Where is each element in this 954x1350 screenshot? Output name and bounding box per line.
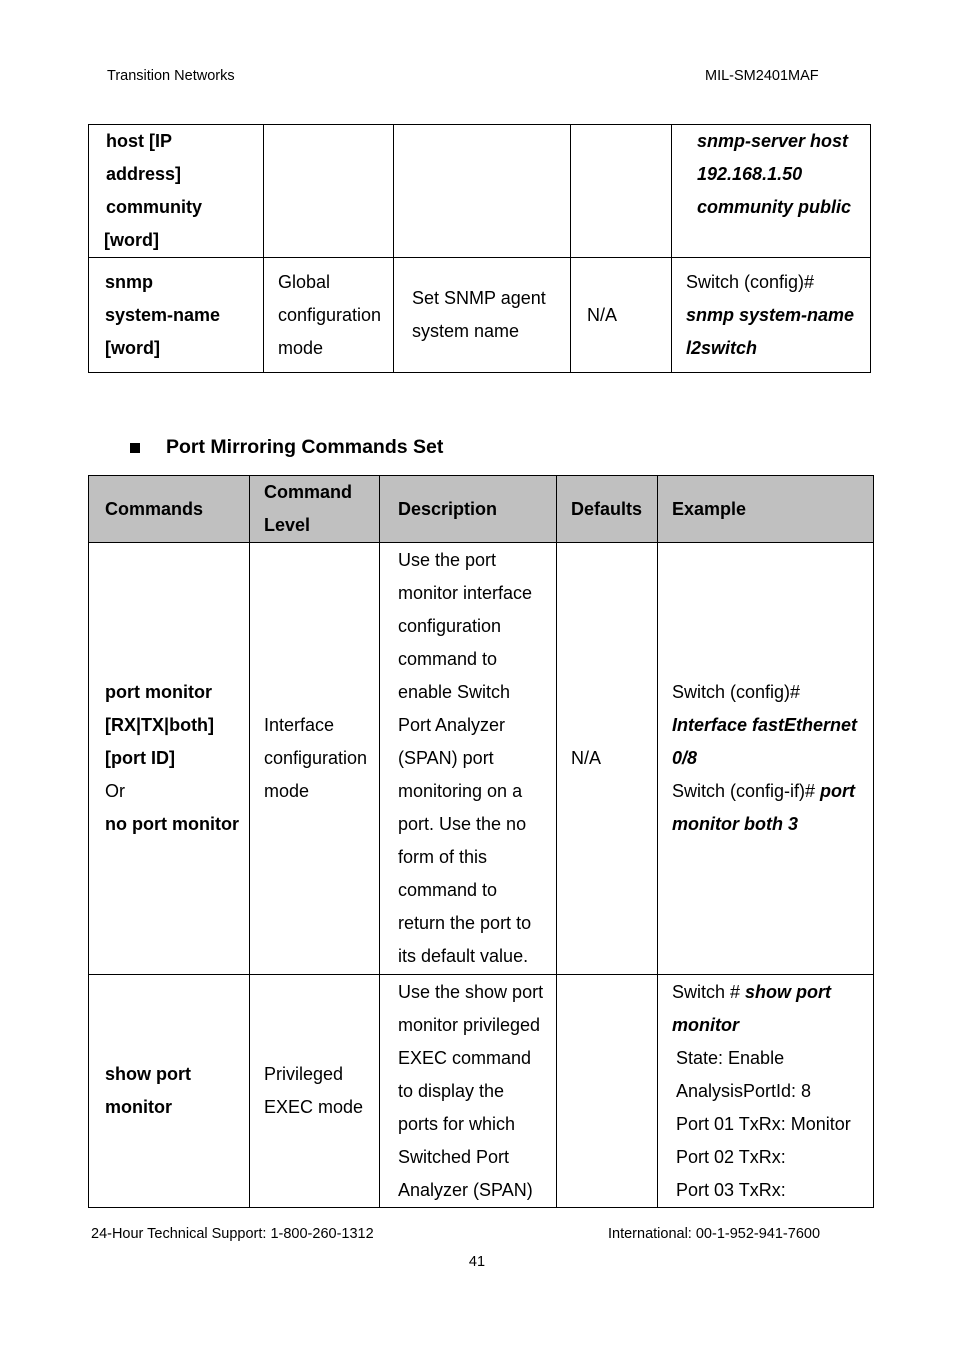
example-line: Switch (config)# xyxy=(686,271,815,292)
description-line: port. Use the no xyxy=(398,814,527,834)
header-company: Transition Networks xyxy=(107,68,235,84)
command-line: [word] xyxy=(105,337,160,358)
description-line: Use the port xyxy=(398,550,497,570)
description-cell xyxy=(394,125,571,258)
description-line: monitor privileged xyxy=(398,1014,541,1035)
level-line: configuration xyxy=(278,304,382,325)
header-description: Description xyxy=(380,476,557,543)
level-cell xyxy=(250,543,380,975)
command-cell xyxy=(89,258,264,373)
description-line: command to xyxy=(398,649,498,669)
description-line: Port Analyzer xyxy=(398,715,506,735)
footer-international: International: 00-1-952-941-7600 xyxy=(608,1226,821,1242)
description-cell xyxy=(380,975,557,1208)
example-line xyxy=(672,976,873,1009)
header-commands: Commands xyxy=(89,476,250,543)
table-header-row xyxy=(89,476,874,543)
section-heading xyxy=(130,436,443,459)
footer-support: 24-Hour Technical Support: 1-800-260-1312 xyxy=(91,1226,374,1242)
command-line: show port xyxy=(105,1064,191,1084)
description-line: Analyzer (SPAN) xyxy=(398,1179,533,1200)
example-text: Switch # xyxy=(672,981,746,1002)
example-line: monitor xyxy=(672,1014,739,1035)
example-line: 192.168.1.50 xyxy=(697,164,803,184)
description-line: return the port to xyxy=(398,913,532,933)
example-line: l2switch xyxy=(686,337,758,358)
example-command: port xyxy=(820,781,856,801)
level-line: EXEC mode xyxy=(264,1097,364,1117)
description-line: EXEC command xyxy=(398,1047,532,1068)
section-title: Port Mirroring Commands Set xyxy=(166,436,444,458)
command-line: community xyxy=(106,197,203,217)
page-number: 41 xyxy=(468,1254,486,1270)
level-line: Privileged xyxy=(264,1064,344,1084)
description-line: monitor interface xyxy=(398,583,533,603)
command-line: Or xyxy=(105,781,125,801)
header-level-line: Level xyxy=(264,515,311,535)
description-line: its default value. xyxy=(398,946,529,966)
example-cell xyxy=(672,258,871,373)
example-line: Interface fastEthernet xyxy=(672,715,858,735)
description-line: system name xyxy=(412,321,520,341)
header-defaults: Defaults xyxy=(557,476,658,543)
description-line: Use the show port xyxy=(398,981,544,1002)
command-line: port monitor xyxy=(105,682,212,702)
command-cell xyxy=(89,125,264,258)
level-cell xyxy=(264,258,394,373)
description-line: monitoring on a xyxy=(398,781,523,801)
command-cell xyxy=(89,543,250,975)
table-row xyxy=(89,125,871,258)
description-line: to display the xyxy=(398,1080,505,1101)
level-cell xyxy=(250,975,380,1208)
level-line: mode xyxy=(264,781,310,801)
example-line: Switch (config)# xyxy=(672,682,801,702)
port-mirroring-table xyxy=(88,475,874,1208)
command-line: [port ID] xyxy=(105,748,175,768)
bullet-square-icon xyxy=(130,443,140,453)
defaults-cell: N/A xyxy=(557,543,658,975)
description-line: Set SNMP agent xyxy=(412,288,546,308)
level-line: Interface xyxy=(264,715,335,735)
command-line: host [IP xyxy=(106,131,172,151)
level-line: Global xyxy=(278,271,331,292)
snmp-commands-table xyxy=(88,124,871,373)
description-line: (SPAN) port xyxy=(398,748,494,768)
header-level-line: Command xyxy=(264,482,353,502)
output-line: Port 02 TxRx: xyxy=(676,1146,786,1167)
example-line: 0/8 xyxy=(672,748,698,768)
example-command: show port xyxy=(745,981,832,1002)
output-line: AnalysisPortId: 8 xyxy=(676,1080,812,1101)
command-cell xyxy=(89,975,250,1208)
output-line: Port 01 TxRx: Monitor xyxy=(676,1113,851,1134)
description-cell xyxy=(394,258,571,373)
defaults-cell xyxy=(571,125,672,258)
output-line: Port 03 TxRx: xyxy=(676,1179,786,1200)
level-line: configuration xyxy=(264,748,368,768)
output-line: State: Enable xyxy=(676,1047,785,1068)
example-line: snmp system-name xyxy=(686,304,855,325)
description-line: form of this xyxy=(398,847,488,867)
description-line: enable Switch xyxy=(398,682,511,702)
example-line: monitor both 3 xyxy=(672,814,798,834)
example-line xyxy=(672,775,873,808)
header-example: Example xyxy=(658,476,874,543)
example-text: Switch (config-if)# xyxy=(672,781,821,801)
header-command-level xyxy=(250,476,380,543)
command-line: [word] xyxy=(104,230,159,250)
example-cell xyxy=(672,125,871,258)
command-line: snmp xyxy=(105,271,154,292)
description-line: ports for which xyxy=(398,1113,516,1134)
command-line: [RX|TX|both] xyxy=(105,715,215,735)
defaults-cell: N/A xyxy=(571,258,672,373)
table-row xyxy=(89,543,874,975)
description-line: command to xyxy=(398,880,498,900)
table-row xyxy=(89,258,871,373)
command-line: monitor xyxy=(105,1097,172,1117)
level-cell xyxy=(264,125,394,258)
command-line: address] xyxy=(106,164,182,184)
description-line: Switched Port xyxy=(398,1146,510,1167)
command-line: system-name xyxy=(105,304,221,325)
description-line: configuration xyxy=(398,616,502,636)
example-line: snmp-server host xyxy=(697,131,849,151)
example-cell xyxy=(658,543,874,975)
example-cell xyxy=(658,975,874,1208)
description-cell xyxy=(380,543,557,975)
header-model: MIL-SM2401MAF xyxy=(705,68,819,84)
command-line: no port monitor xyxy=(105,814,239,834)
defaults-cell xyxy=(557,975,658,1208)
example-line: community public xyxy=(697,197,852,217)
table-row xyxy=(89,975,874,1208)
level-line: mode xyxy=(278,337,324,358)
